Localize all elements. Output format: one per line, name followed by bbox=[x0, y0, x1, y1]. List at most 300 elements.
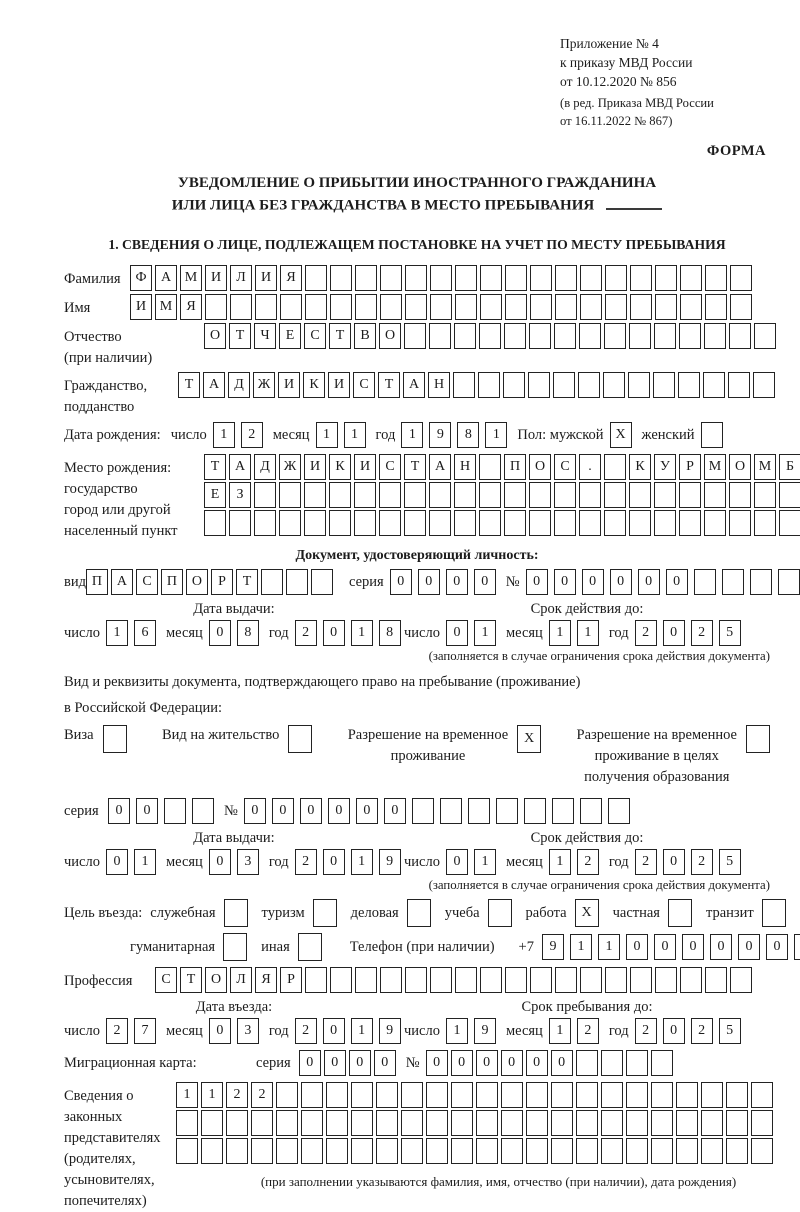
char-box[interactable] bbox=[205, 294, 227, 320]
char-box[interactable]: 0 bbox=[663, 849, 685, 875]
char-box[interactable]: Т bbox=[236, 569, 258, 595]
char-box[interactable] bbox=[576, 1110, 598, 1136]
char-box[interactable] bbox=[778, 569, 800, 595]
char-box[interactable]: Т bbox=[178, 372, 200, 398]
char-box[interactable]: 6 bbox=[134, 620, 156, 646]
char-box[interactable] bbox=[401, 1082, 423, 1108]
char-box[interactable]: 0 bbox=[209, 1018, 231, 1044]
char-box[interactable] bbox=[679, 323, 701, 349]
char-box[interactable] bbox=[626, 1110, 648, 1136]
char-box[interactable]: 0 bbox=[323, 620, 345, 646]
checkbox-male[interactable]: X bbox=[610, 422, 632, 448]
char-box[interactable] bbox=[580, 798, 602, 824]
char-box[interactable] bbox=[501, 1110, 523, 1136]
char-box[interactable] bbox=[754, 482, 776, 508]
char-box[interactable] bbox=[430, 265, 452, 291]
char-box[interactable]: 9 bbox=[379, 849, 401, 875]
char-box[interactable] bbox=[376, 1082, 398, 1108]
char-box[interactable]: 2 bbox=[691, 620, 713, 646]
char-box[interactable] bbox=[601, 1110, 623, 1136]
char-box[interactable] bbox=[754, 510, 776, 536]
char-box[interactable]: 0 bbox=[272, 798, 294, 824]
char-box[interactable] bbox=[576, 1082, 598, 1108]
char-box[interactable]: Р bbox=[280, 967, 302, 993]
char-box[interactable] bbox=[629, 323, 651, 349]
char-box[interactable] bbox=[630, 967, 652, 993]
char-box[interactable]: 5 bbox=[719, 849, 741, 875]
char-box[interactable] bbox=[751, 1110, 773, 1136]
char-box[interactable] bbox=[440, 798, 462, 824]
char-box[interactable]: 0 bbox=[374, 1050, 396, 1076]
char-box[interactable] bbox=[426, 1082, 448, 1108]
char-box[interactable]: . bbox=[579, 454, 601, 480]
char-box[interactable] bbox=[226, 1110, 248, 1136]
char-box[interactable]: 0 bbox=[446, 849, 468, 875]
char-box[interactable]: 0 bbox=[446, 569, 468, 595]
char-box[interactable] bbox=[526, 1110, 548, 1136]
char-box[interactable]: 2 bbox=[635, 849, 657, 875]
char-box[interactable] bbox=[479, 454, 501, 480]
char-box[interactable] bbox=[330, 967, 352, 993]
char-box[interactable] bbox=[412, 798, 434, 824]
checkbox-purpose-humanitarian[interactable] bbox=[223, 933, 247, 961]
char-box[interactable]: 8 bbox=[379, 620, 401, 646]
char-box[interactable] bbox=[505, 294, 527, 320]
char-box[interactable] bbox=[305, 967, 327, 993]
char-box[interactable] bbox=[705, 265, 727, 291]
checkbox-purpose-private[interactable] bbox=[668, 899, 692, 927]
char-box[interactable] bbox=[555, 294, 577, 320]
char-box[interactable] bbox=[554, 323, 576, 349]
char-box[interactable]: 1 bbox=[316, 422, 338, 448]
char-box[interactable] bbox=[551, 1138, 573, 1164]
char-box[interactable] bbox=[311, 569, 333, 595]
char-box[interactable] bbox=[753, 372, 775, 398]
char-box[interactable] bbox=[701, 1082, 723, 1108]
char-box[interactable]: 1 bbox=[474, 620, 496, 646]
char-box[interactable]: И bbox=[328, 372, 350, 398]
char-box[interactable] bbox=[255, 294, 277, 320]
char-box[interactable] bbox=[479, 510, 501, 536]
char-box[interactable]: О bbox=[204, 323, 226, 349]
char-box[interactable] bbox=[580, 967, 602, 993]
char-box[interactable] bbox=[404, 323, 426, 349]
char-box[interactable]: 2 bbox=[295, 1018, 317, 1044]
checkbox-purpose-transit[interactable] bbox=[762, 899, 786, 927]
char-box[interactable] bbox=[453, 372, 475, 398]
char-box[interactable] bbox=[326, 1082, 348, 1108]
char-box[interactable] bbox=[380, 265, 402, 291]
char-box[interactable] bbox=[555, 265, 577, 291]
char-box[interactable] bbox=[651, 1110, 673, 1136]
char-box[interactable]: О bbox=[729, 454, 751, 480]
checkbox-purpose-other[interactable] bbox=[298, 933, 322, 961]
char-box[interactable] bbox=[628, 372, 650, 398]
char-box[interactable] bbox=[176, 1110, 198, 1136]
char-box[interactable] bbox=[579, 510, 601, 536]
char-box[interactable]: 0 bbox=[476, 1050, 498, 1076]
char-box[interactable]: 3 bbox=[237, 1018, 259, 1044]
char-box[interactable] bbox=[405, 265, 427, 291]
char-box[interactable] bbox=[505, 967, 527, 993]
char-box[interactable] bbox=[192, 798, 214, 824]
char-box[interactable] bbox=[629, 482, 651, 508]
char-box[interactable]: С bbox=[379, 454, 401, 480]
char-box[interactable]: 0 bbox=[136, 798, 158, 824]
char-box[interactable] bbox=[703, 372, 725, 398]
char-box[interactable] bbox=[426, 1110, 448, 1136]
char-box[interactable]: 2 bbox=[691, 1018, 713, 1044]
checkbox-visa[interactable] bbox=[103, 725, 127, 753]
char-box[interactable]: К bbox=[329, 454, 351, 480]
char-box[interactable] bbox=[629, 510, 651, 536]
char-box[interactable] bbox=[608, 798, 630, 824]
char-box[interactable]: Н bbox=[454, 454, 476, 480]
char-box[interactable]: А bbox=[203, 372, 225, 398]
char-box[interactable]: 3 bbox=[237, 849, 259, 875]
char-box[interactable] bbox=[379, 482, 401, 508]
char-box[interactable] bbox=[605, 294, 627, 320]
char-box[interactable] bbox=[351, 1082, 373, 1108]
char-box[interactable]: 1 bbox=[401, 422, 423, 448]
char-box[interactable] bbox=[529, 323, 551, 349]
char-box[interactable] bbox=[276, 1082, 298, 1108]
char-box[interactable]: 0 bbox=[526, 1050, 548, 1076]
char-box[interactable] bbox=[551, 1082, 573, 1108]
char-box[interactable] bbox=[376, 1110, 398, 1136]
char-box[interactable]: 1 bbox=[598, 934, 620, 960]
char-box[interactable] bbox=[580, 294, 602, 320]
char-box[interactable] bbox=[355, 967, 377, 993]
char-box[interactable] bbox=[526, 1082, 548, 1108]
char-box[interactable]: 2 bbox=[241, 422, 263, 448]
char-box[interactable] bbox=[651, 1138, 673, 1164]
char-box[interactable]: Ж bbox=[279, 454, 301, 480]
char-box[interactable]: 1 bbox=[106, 620, 128, 646]
char-box[interactable] bbox=[405, 967, 427, 993]
char-box[interactable] bbox=[722, 569, 744, 595]
char-box[interactable]: Т bbox=[229, 323, 251, 349]
char-box[interactable] bbox=[704, 510, 726, 536]
char-box[interactable] bbox=[304, 482, 326, 508]
char-box[interactable] bbox=[404, 482, 426, 508]
char-box[interactable] bbox=[355, 294, 377, 320]
checkbox-purpose-tourism[interactable] bbox=[313, 899, 337, 927]
char-box[interactable] bbox=[429, 510, 451, 536]
char-box[interactable] bbox=[554, 482, 576, 508]
char-box[interactable] bbox=[226, 1138, 248, 1164]
char-box[interactable] bbox=[201, 1138, 223, 1164]
char-box[interactable] bbox=[779, 510, 800, 536]
checkbox-purpose-study[interactable] bbox=[488, 899, 512, 927]
char-box[interactable] bbox=[604, 323, 626, 349]
char-box[interactable] bbox=[680, 265, 702, 291]
char-box[interactable]: Л bbox=[230, 967, 252, 993]
char-box[interactable]: Я bbox=[180, 294, 202, 320]
char-box[interactable]: А bbox=[111, 569, 133, 595]
char-box[interactable]: 0 bbox=[666, 569, 688, 595]
char-box[interactable] bbox=[678, 372, 700, 398]
char-box[interactable]: Л bbox=[230, 265, 252, 291]
char-box[interactable] bbox=[305, 294, 327, 320]
char-box[interactable] bbox=[730, 967, 752, 993]
char-box[interactable] bbox=[794, 934, 800, 960]
char-box[interactable] bbox=[479, 482, 501, 508]
char-box[interactable] bbox=[626, 1050, 648, 1076]
char-box[interactable] bbox=[705, 967, 727, 993]
char-box[interactable] bbox=[376, 1138, 398, 1164]
char-box[interactable]: Я bbox=[255, 967, 277, 993]
char-box[interactable]: 9 bbox=[379, 1018, 401, 1044]
char-box[interactable] bbox=[401, 1138, 423, 1164]
char-box[interactable] bbox=[750, 569, 772, 595]
char-box[interactable]: 0 bbox=[610, 569, 632, 595]
char-box[interactable] bbox=[601, 1138, 623, 1164]
char-box[interactable]: О bbox=[205, 967, 227, 993]
char-box[interactable] bbox=[754, 323, 776, 349]
char-box[interactable]: Ф bbox=[130, 265, 152, 291]
char-box[interactable] bbox=[604, 482, 626, 508]
char-box[interactable]: 0 bbox=[663, 1018, 685, 1044]
char-box[interactable] bbox=[454, 323, 476, 349]
char-box[interactable]: 2 bbox=[295, 620, 317, 646]
char-box[interactable]: 1 bbox=[351, 620, 373, 646]
char-box[interactable]: С bbox=[554, 454, 576, 480]
char-box[interactable]: О bbox=[186, 569, 208, 595]
char-box[interactable] bbox=[279, 510, 301, 536]
char-box[interactable] bbox=[655, 265, 677, 291]
char-box[interactable] bbox=[454, 510, 476, 536]
char-box[interactable] bbox=[254, 510, 276, 536]
char-box[interactable]: Т bbox=[204, 454, 226, 480]
char-box[interactable]: 5 bbox=[719, 620, 741, 646]
char-box[interactable] bbox=[654, 482, 676, 508]
char-box[interactable] bbox=[555, 967, 577, 993]
char-box[interactable]: 8 bbox=[237, 620, 259, 646]
char-box[interactable]: 0 bbox=[501, 1050, 523, 1076]
char-box[interactable]: 2 bbox=[251, 1082, 273, 1108]
char-box[interactable] bbox=[655, 294, 677, 320]
char-box[interactable]: 1 bbox=[213, 422, 235, 448]
char-box[interactable]: 2 bbox=[635, 620, 657, 646]
char-box[interactable] bbox=[405, 294, 427, 320]
char-box[interactable] bbox=[530, 265, 552, 291]
char-box[interactable] bbox=[676, 1138, 698, 1164]
char-box[interactable]: 0 bbox=[356, 798, 378, 824]
char-box[interactable]: 0 bbox=[682, 934, 704, 960]
char-box[interactable]: 1 bbox=[485, 422, 507, 448]
char-box[interactable]: 1 bbox=[351, 1018, 373, 1044]
char-box[interactable] bbox=[426, 1138, 448, 1164]
char-box[interactable] bbox=[468, 798, 490, 824]
char-box[interactable] bbox=[164, 798, 186, 824]
char-box[interactable]: И bbox=[130, 294, 152, 320]
char-box[interactable]: И bbox=[354, 454, 376, 480]
checkbox-purpose-work[interactable]: X bbox=[575, 899, 599, 927]
char-box[interactable]: 0 bbox=[349, 1050, 371, 1076]
char-box[interactable]: 0 bbox=[300, 798, 322, 824]
char-box[interactable]: 0 bbox=[324, 1050, 346, 1076]
char-box[interactable]: 0 bbox=[384, 798, 406, 824]
char-box[interactable]: Е bbox=[279, 323, 301, 349]
char-box[interactable]: 2 bbox=[577, 849, 599, 875]
char-box[interactable] bbox=[676, 1110, 698, 1136]
char-box[interactable] bbox=[176, 1138, 198, 1164]
char-box[interactable]: 1 bbox=[446, 1018, 468, 1044]
char-box[interactable] bbox=[276, 1138, 298, 1164]
checkbox-temp-residence[interactable]: X bbox=[517, 725, 541, 753]
char-box[interactable]: К bbox=[629, 454, 651, 480]
char-box[interactable] bbox=[676, 1082, 698, 1108]
char-box[interactable]: И bbox=[255, 265, 277, 291]
char-box[interactable]: 0 bbox=[551, 1050, 573, 1076]
char-box[interactable] bbox=[728, 372, 750, 398]
char-box[interactable] bbox=[301, 1082, 323, 1108]
char-box[interactable]: 9 bbox=[542, 934, 564, 960]
char-box[interactable] bbox=[524, 798, 546, 824]
char-box[interactable]: М bbox=[704, 454, 726, 480]
char-box[interactable] bbox=[480, 967, 502, 993]
char-box[interactable] bbox=[653, 372, 675, 398]
char-box[interactable] bbox=[630, 294, 652, 320]
char-box[interactable] bbox=[679, 510, 701, 536]
char-box[interactable] bbox=[528, 372, 550, 398]
char-box[interactable] bbox=[505, 265, 527, 291]
char-box[interactable]: У bbox=[654, 454, 676, 480]
char-box[interactable] bbox=[404, 510, 426, 536]
char-box[interactable] bbox=[201, 1110, 223, 1136]
char-box[interactable] bbox=[504, 510, 526, 536]
char-box[interactable]: 2 bbox=[295, 849, 317, 875]
char-box[interactable] bbox=[601, 1050, 623, 1076]
char-box[interactable] bbox=[729, 510, 751, 536]
char-box[interactable] bbox=[529, 510, 551, 536]
char-box[interactable]: 0 bbox=[323, 849, 345, 875]
char-box[interactable]: 2 bbox=[691, 849, 713, 875]
char-box[interactable] bbox=[655, 967, 677, 993]
char-box[interactable] bbox=[380, 967, 402, 993]
char-box[interactable] bbox=[330, 294, 352, 320]
char-box[interactable]: Я bbox=[280, 265, 302, 291]
char-box[interactable] bbox=[501, 1138, 523, 1164]
char-box[interactable] bbox=[254, 482, 276, 508]
char-box[interactable]: 0 bbox=[526, 569, 548, 595]
char-box[interactable] bbox=[605, 967, 627, 993]
char-box[interactable]: 1 bbox=[549, 1018, 571, 1044]
char-box[interactable]: О bbox=[379, 323, 401, 349]
char-box[interactable]: И bbox=[304, 454, 326, 480]
char-box[interactable]: 1 bbox=[201, 1082, 223, 1108]
char-box[interactable]: Б bbox=[779, 454, 800, 480]
char-box[interactable] bbox=[451, 1110, 473, 1136]
checkbox-female[interactable] bbox=[701, 422, 723, 448]
char-box[interactable] bbox=[705, 294, 727, 320]
char-box[interactable]: 0 bbox=[418, 569, 440, 595]
char-box[interactable] bbox=[455, 967, 477, 993]
char-box[interactable] bbox=[480, 294, 502, 320]
char-box[interactable]: М bbox=[155, 294, 177, 320]
char-box[interactable] bbox=[605, 265, 627, 291]
char-box[interactable]: 1 bbox=[549, 849, 571, 875]
char-box[interactable]: 1 bbox=[176, 1082, 198, 1108]
char-box[interactable]: 2 bbox=[106, 1018, 128, 1044]
char-box[interactable]: 1 bbox=[134, 849, 156, 875]
char-box[interactable] bbox=[286, 569, 308, 595]
char-box[interactable] bbox=[504, 323, 526, 349]
char-box[interactable] bbox=[479, 323, 501, 349]
char-box[interactable] bbox=[430, 294, 452, 320]
char-box[interactable]: П bbox=[161, 569, 183, 595]
checkbox-purpose-official[interactable] bbox=[224, 899, 248, 927]
char-box[interactable] bbox=[330, 265, 352, 291]
char-box[interactable]: 0 bbox=[582, 569, 604, 595]
char-box[interactable] bbox=[501, 1082, 523, 1108]
char-box[interactable] bbox=[476, 1138, 498, 1164]
char-box[interactable]: 2 bbox=[226, 1082, 248, 1108]
char-box[interactable] bbox=[451, 1082, 473, 1108]
char-box[interactable] bbox=[578, 372, 600, 398]
char-box[interactable] bbox=[751, 1138, 773, 1164]
char-box[interactable] bbox=[351, 1110, 373, 1136]
char-box[interactable] bbox=[204, 510, 226, 536]
char-box[interactable]: А bbox=[403, 372, 425, 398]
char-box[interactable] bbox=[529, 482, 551, 508]
char-box[interactable] bbox=[651, 1050, 673, 1076]
char-box[interactable] bbox=[251, 1110, 273, 1136]
char-box[interactable]: 0 bbox=[766, 934, 788, 960]
char-box[interactable] bbox=[351, 1138, 373, 1164]
char-box[interactable] bbox=[429, 323, 451, 349]
char-box[interactable] bbox=[455, 265, 477, 291]
char-box[interactable] bbox=[751, 1082, 773, 1108]
char-box[interactable] bbox=[654, 323, 676, 349]
char-box[interactable]: 0 bbox=[299, 1050, 321, 1076]
char-box[interactable]: 0 bbox=[328, 798, 350, 824]
char-box[interactable]: В bbox=[354, 323, 376, 349]
char-box[interactable] bbox=[779, 482, 800, 508]
char-box[interactable] bbox=[478, 372, 500, 398]
char-box[interactable] bbox=[730, 294, 752, 320]
char-box[interactable] bbox=[304, 510, 326, 536]
char-box[interactable]: Т bbox=[180, 967, 202, 993]
char-box[interactable]: 2 bbox=[635, 1018, 657, 1044]
char-box[interactable]: А bbox=[155, 265, 177, 291]
checkbox-purpose-business[interactable] bbox=[407, 899, 431, 927]
char-box[interactable]: М bbox=[754, 454, 776, 480]
char-box[interactable]: Р bbox=[679, 454, 701, 480]
char-box[interactable]: Р bbox=[211, 569, 233, 595]
char-box[interactable]: Е bbox=[204, 482, 226, 508]
char-box[interactable] bbox=[679, 482, 701, 508]
char-box[interactable] bbox=[604, 454, 626, 480]
char-box[interactable]: 0 bbox=[654, 934, 676, 960]
char-box[interactable] bbox=[603, 372, 625, 398]
char-box[interactable]: О bbox=[529, 454, 551, 480]
char-box[interactable] bbox=[654, 510, 676, 536]
char-box[interactable]: 0 bbox=[554, 569, 576, 595]
char-box[interactable] bbox=[579, 482, 601, 508]
char-box[interactable] bbox=[526, 1138, 548, 1164]
char-box[interactable]: 7 bbox=[134, 1018, 156, 1044]
char-box[interactable]: З bbox=[229, 482, 251, 508]
char-box[interactable] bbox=[480, 265, 502, 291]
char-box[interactable] bbox=[704, 482, 726, 508]
char-box[interactable] bbox=[451, 1138, 473, 1164]
char-box[interactable] bbox=[476, 1082, 498, 1108]
char-box[interactable] bbox=[261, 569, 283, 595]
char-box[interactable]: 0 bbox=[451, 1050, 473, 1076]
char-box[interactable]: 0 bbox=[244, 798, 266, 824]
